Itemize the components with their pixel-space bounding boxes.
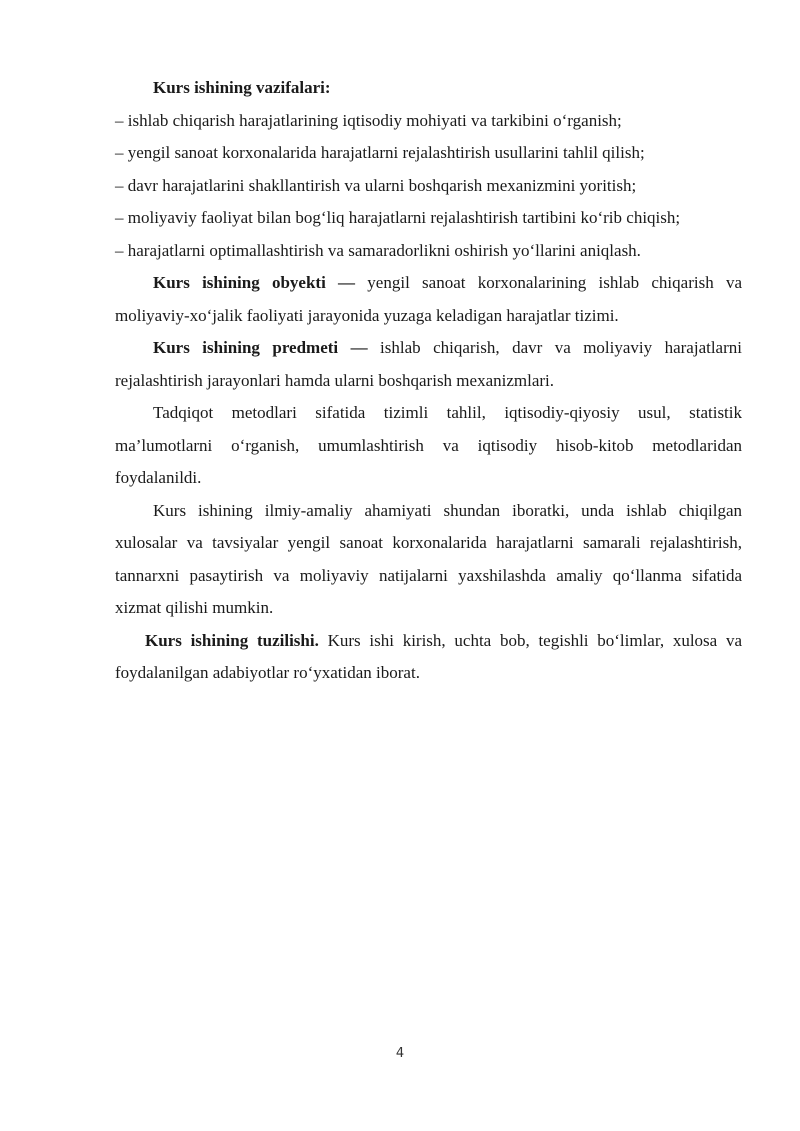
subject-paragraph: [115, 332, 742, 397]
object-text: yengil sanoat korxonalarining ishlab chiqarish va moliyaviy-xo‘jalik faoliyati jarayonida yuzaga keladigan harajatlar tizimi.: [115, 273, 742, 325]
structure-text: Kurs ishi kirish, uchta bob, tegishli bo‘limlar, xulosa va foydalanilgan adabiyotlar ro‘yxatidan iborat.: [115, 630, 742, 682]
page-body: [115, 72, 742, 690]
methods-paragraph: Tadqiqot metodlari sifatida tizimli tahlil, iqtisodiy-qiyosiy usul, statistik ma’lumotlarni o‘rganish, umumlashtirish va iqtisodiy hisob-kitob metodlaridan foydalanildi.: [115, 403, 742, 487]
object-paragraph: [115, 267, 742, 332]
task-item: – harajatlarni optimallashtirish va samaradorlikni oshirish yo‘llarini aniqlash.: [115, 240, 641, 260]
structure-label: Kurs ishining tuzilishi.: [145, 630, 319, 650]
significance-paragraph: Kurs ishining ilmiy-amaliy ahamiyati shundan iboratki, unda ishlab chiqilgan xulosalar va tavsiyalar yengil sanoat korxonalarida harajatlarni samarali rejalashtirish, tannarxni pasaytirish va moliyaviy natijalarni yaxshilashda amaliy qo‘llanma sifatida xizmat qilishi mumkin.: [115, 500, 742, 617]
task-item: – davr harajatlarini shakllantirish va ularni boshqarish mexanizmini yoritish;: [115, 175, 637, 195]
task-item: – yengil sanoat korxonalarida harajatlarni rejalashtirish usullarini tahlil qilish;: [115, 143, 645, 162]
subject-label: Kurs ishining predmeti —: [153, 338, 368, 357]
task-item: – moliyaviy faoliyat bilan bog‘liq harajatlarni rejalashtirish tartibini ko‘rib chiqish;: [115, 208, 681, 227]
tasks-heading-text: Kurs ishining vazifalari:: [153, 78, 331, 97]
object-label: Kurs ishining obyekti —: [153, 273, 356, 292]
subject-text: ishlab chiqarish, davr va moliyaviy harajatlarni rejalashtirish jarayonlari hamda ularni boshqarish mexanizmlari.: [115, 338, 742, 390]
structure-paragraph: [115, 625, 742, 690]
tasks-heading: [115, 72, 742, 105]
task-item: – ishlab chiqarish harajatlarining iqtisodiy mohiyati va tarkibini o‘rganish;: [115, 110, 622, 130]
page-number: 4: [395, 1046, 405, 1061]
